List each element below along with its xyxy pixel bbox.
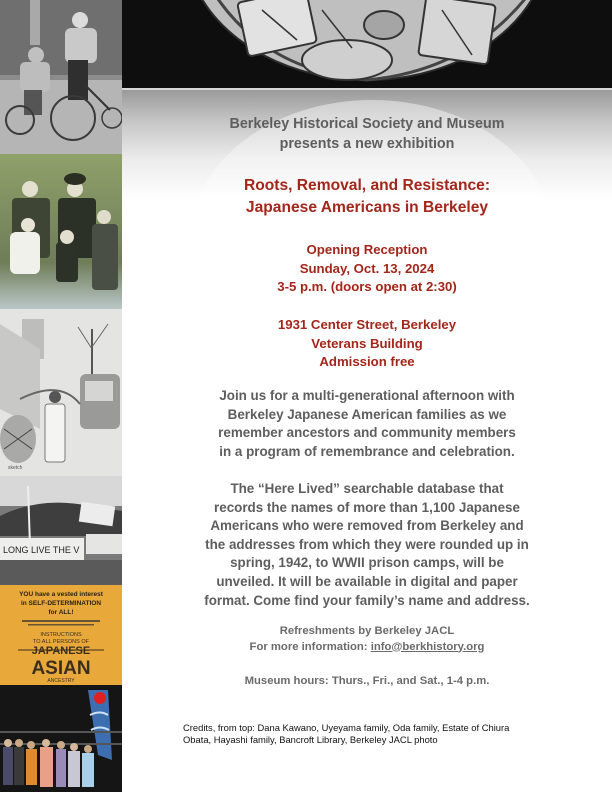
children-performance-photo: [0, 685, 122, 792]
refreshments-note: Refreshments by Berkeley JACL: [279, 625, 455, 637]
database-line: The “Here Lived” searchable database that: [230, 481, 504, 496]
intro-paragraph: [122, 387, 612, 461]
museum-hours: [122, 674, 612, 690]
credits-line-1: Credits, from top: Dana Kawano, Uyeyama family, Oda family, Estate of Chiura: [183, 722, 510, 733]
title-line-2: Japanese Americans in Berkeley: [245, 199, 489, 216]
reception-date: Sunday, Oct. 13, 2024: [299, 260, 435, 276]
presenter-line-2: presents a new exhibition: [279, 136, 455, 152]
opening-reception-info: [122, 241, 612, 297]
medallion-banner-image: [122, 0, 612, 88]
svg-text:TO ALL PERSONS OF: TO ALL PERSONS OF: [33, 639, 89, 645]
intro-line: in a program of remembrance and celebration.: [219, 443, 515, 459]
location-building: Veterans Building: [311, 335, 423, 351]
database-paragraph: [122, 480, 612, 610]
instructions-poster: [0, 585, 122, 685]
contact-email-link[interactable]: info@berkhistory.org: [370, 640, 485, 653]
svg-text:INSTRUCTIONS: INSTRUCTIONS: [40, 632, 82, 638]
boys-on-tricycle-photo: [0, 0, 122, 154]
protest-banner-photo: [0, 476, 122, 585]
svg-text:JAPANESE: JAPANESE: [31, 645, 91, 657]
database-line: Americans who were removed from Berkeley and: [210, 518, 524, 534]
contact-line: [122, 640, 612, 656]
protest-banner-text: LONG LIVE THE V: [3, 545, 80, 555]
database-line: unveiled. It will be available in digital and paper: [216, 573, 518, 589]
svg-text:ASIAN: ASIAN: [31, 658, 91, 679]
family-portrait-photo: [0, 154, 122, 309]
admission-note: Admission free: [319, 354, 415, 369]
intro-line: Berkeley Japanese American families as we: [227, 406, 507, 422]
database-line: records the names of more than 1,100 Japanese: [214, 499, 520, 515]
reception-time: 3-5 p.m. (doors open at 2:30): [277, 279, 457, 294]
location-info: [122, 316, 612, 372]
intro-line: remember ancestors and community members: [218, 425, 516, 441]
presenter-heading: [122, 114, 612, 154]
svg-text:ANCESTRY: ANCESTRY: [47, 678, 75, 684]
svg-text:sketch: sketch: [8, 465, 23, 471]
title-line-1: Roots, Removal, and Resistance:: [243, 177, 491, 194]
svg-text:YOU have a vested interest: YOU have a vested interest: [19, 591, 103, 598]
photo-strip: [0, 0, 122, 792]
refreshments-and-contact: [122, 624, 612, 655]
reception-label: Opening Reception: [306, 242, 428, 257]
photo-credits: [183, 722, 603, 747]
presenter-line-1: Berkeley Historical Society and Museum: [229, 116, 505, 132]
contact-label: For more information:: [249, 640, 371, 653]
exhibition-title: [122, 175, 612, 219]
removal-sketch-illustration: [0, 309, 122, 476]
credits-line-2: Obata, Hayashi family, Bancroft Library, Berkeley JACL photo: [183, 734, 438, 746]
database-line: format. Come find your family’s name and address.: [204, 592, 530, 608]
intro-line: Join us for a multi-generational afternoon with: [219, 388, 515, 403]
svg-text:for ALL!: for ALL!: [48, 609, 74, 616]
database-line: the addresses from which they were rounded up in: [205, 536, 529, 552]
flyer-content: [122, 90, 612, 792]
svg-text:in SELF-DETERMINATION: in SELF-DETERMINATION: [20, 600, 102, 607]
museum-hours-text: Museum hours: Thurs., Fri., and Sat., 1-4 p.m.: [244, 675, 490, 687]
location-address: 1931 Center Street, Berkeley: [277, 317, 457, 332]
database-line: spring, 1942, to WWII prison camps, will be: [230, 555, 504, 571]
